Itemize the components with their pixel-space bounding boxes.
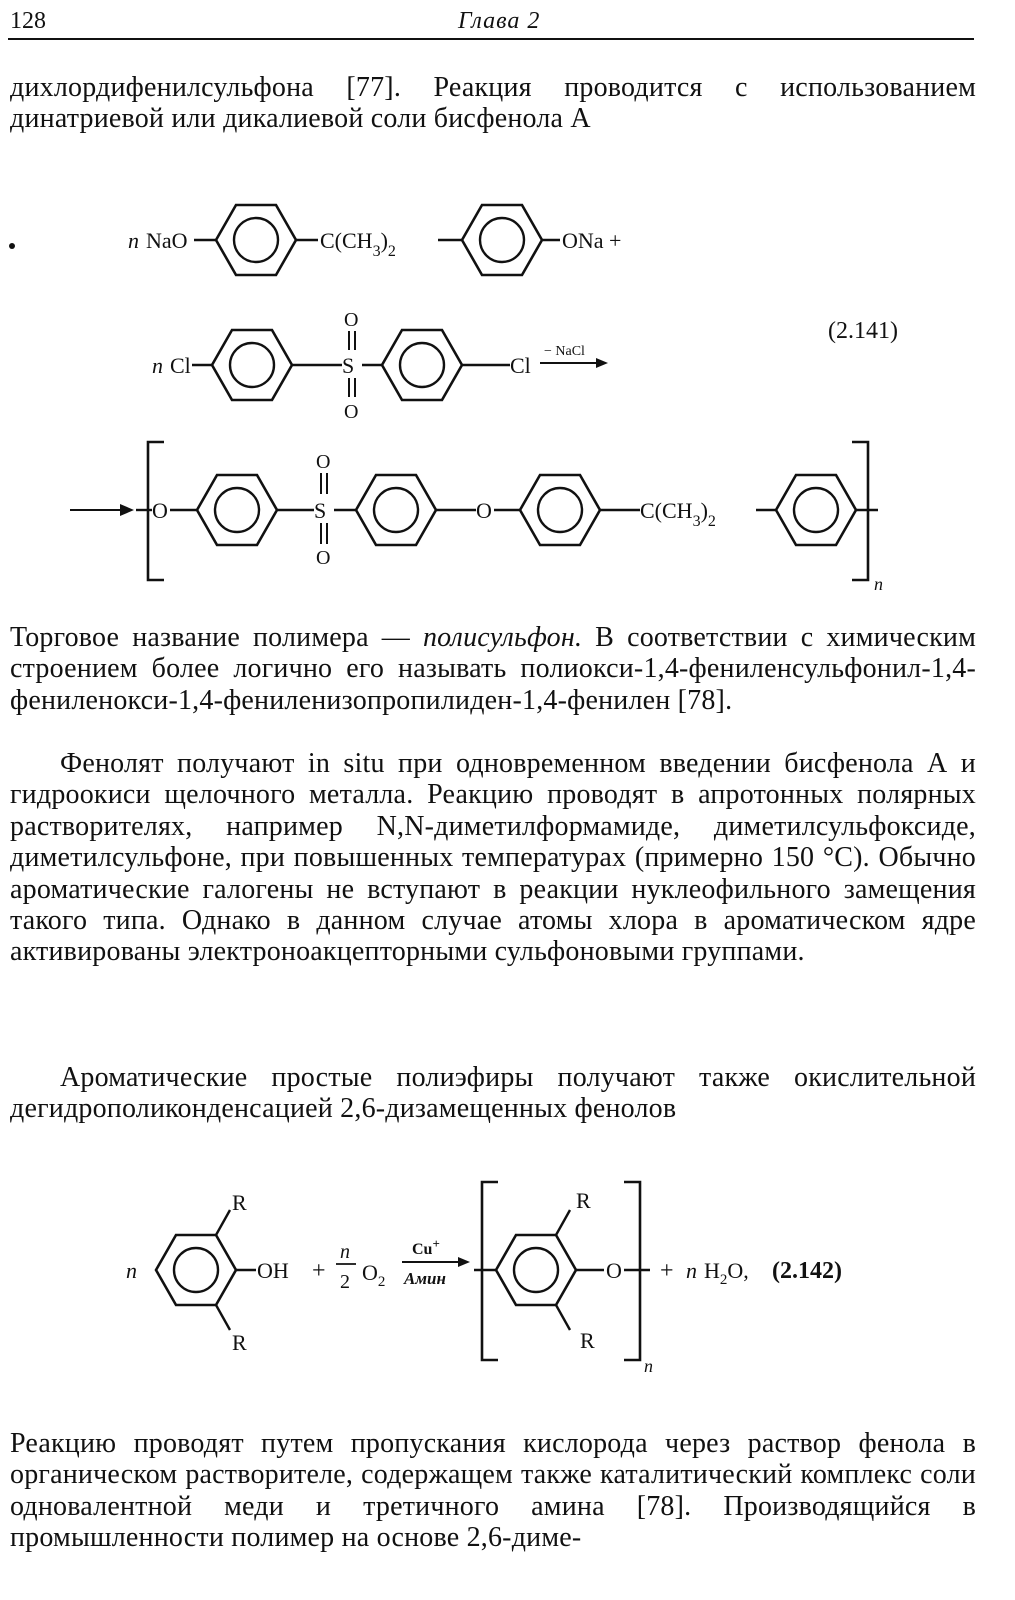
svg-text:Cu+: Cu+ (412, 1236, 440, 1258)
benzene-ring (382, 330, 462, 400)
amine-label: Амин (404, 1269, 446, 1288)
ether-oxygen: O (152, 498, 168, 523)
paragraph-phenolate: Фенолят получают in situ при одновременном введении бисфенола А и гидроокиси щелочного металла. Реакцию проводят в апротонных полярных растворителях, например N,N-диметилформамиде, диметилсульфоксиде, диметилсульфоне, при повышенных температурах (примерно 150 °С). Обычно ароматические галогены не вступают в реакции нуклеофильного замещения такого типа. Однако в данном случае атомы хлора в ароматическом ядре активированы электроноакцепторными сульфоновыми группами. (10, 748, 976, 968)
benzene-ring (216, 205, 296, 275)
n-coefficient: n (686, 1258, 697, 1283)
term-polysulfone: полисульфон. (422, 622, 583, 653)
reaction-condition: − NaCl (544, 344, 585, 359)
oxygen-atom: O (316, 547, 331, 569)
paragraph-trade-name: Торговое название полимера — полисульфон. В соответствии с химическим строением более логично его называть полиокси-1,4-фениленсульфонил-1,4-фениленокси-1,4-фениленизопропилиден-1,4-фенилен [78]. (10, 622, 976, 716)
paragraph-intro: дихлордифенилсульфона [77]. Реакция проводится с использованием динатриевой или дикалиевой соли бисфенола А (10, 72, 976, 135)
n-coefficient: n (128, 228, 139, 253)
svg-text:C(CH3)2: $C(CH_3)_2$ (640, 498, 716, 530)
svg-text:O2: $O_2$ (362, 1260, 386, 1290)
paragraph-process: Реакцию проводят путем пропускания кислорода через раствор фенола в органическом растворителе, содержащем также каталитический комплекс соли одновалентной меди и третичного амина [78]. Производящийся в промышленности полимер на основе 2,6-диме- (10, 1428, 976, 1554)
fraction-numerator: n (340, 1241, 350, 1263)
svg-text:H2O,: $H_2O$, (704, 1258, 749, 1288)
equation-number: (2.142) (772, 1258, 842, 1284)
benzene-ring (156, 1235, 236, 1305)
benzene-ring (776, 475, 856, 545)
ink-dot (9, 243, 15, 249)
dichlorodiphenylsulfone (152, 309, 608, 423)
catalyst-label: Cu (412, 1241, 433, 1258)
hydroxyl-group: OH (257, 1258, 289, 1283)
r-substituent: R (580, 1328, 595, 1353)
n-coefficient: n (152, 353, 163, 378)
equation-number: (2.141) (828, 318, 898, 344)
oxygen-atom: O (344, 401, 359, 423)
bisphenol-a-salt (128, 205, 621, 275)
page-number: 128 (10, 8, 46, 34)
reaction-arrow (596, 358, 608, 368)
sulfur-atom: S (314, 498, 327, 523)
reaction-scheme-2-142 (0, 1150, 1015, 1400)
sulfur-atom: S (342, 353, 355, 378)
isopropylidene-label: C(CH (320, 228, 373, 253)
svg-text:C(CH3)2: $C(CH_3)_2$ (320, 228, 396, 260)
benzene-ring (356, 475, 436, 545)
n-coefficient: n (126, 1258, 137, 1283)
disubstituted-phenol (126, 1190, 289, 1355)
r-substituent: R (232, 1330, 247, 1355)
ether-oxygen: O (606, 1258, 622, 1283)
benzene-ring (462, 205, 542, 275)
oxygen-atom: O (344, 309, 359, 331)
polyphenylene-oxide-unit (474, 1182, 653, 1376)
benzene-ring (520, 475, 600, 545)
oxygen-atom: O (316, 451, 331, 473)
nao-group: NaO (146, 228, 188, 253)
running-head: Глава 2 (458, 8, 541, 34)
ether-oxygen: O (476, 498, 492, 523)
r-substituent: R (232, 1190, 247, 1215)
plus-sign: + (660, 1258, 674, 1284)
polysulfone-repeat-unit (70, 442, 883, 594)
benzene-ring (197, 475, 277, 545)
paragraph-aromatic-polyethers: Ароматические простые полиэфиры получают также окислительной дегидрополиконденсацией 2,6-дизамещенных фенолов (10, 1062, 976, 1125)
plus-sign: + (312, 1258, 326, 1284)
benzene-ring (212, 330, 292, 400)
degree-of-polymerization: n (644, 1356, 653, 1376)
reaction-scheme-2-141 (0, 150, 1015, 610)
isopropylidene-label: C(CH (640, 498, 693, 523)
oxygen-reagent (336, 1241, 385, 1293)
r-substituent: R (576, 1188, 591, 1213)
product-arrow (120, 504, 134, 516)
cl-atom: Cl (510, 353, 531, 378)
oxidation-arrow (402, 1236, 470, 1288)
fraction-denominator: 2 (340, 1271, 350, 1293)
benzene-ring (496, 1235, 576, 1305)
ona-group: ONa + (562, 228, 622, 253)
page-header (8, 6, 974, 40)
cl-atom: Cl (170, 353, 191, 378)
degree-of-polymerization: n (874, 574, 883, 594)
water-product (686, 1258, 749, 1288)
